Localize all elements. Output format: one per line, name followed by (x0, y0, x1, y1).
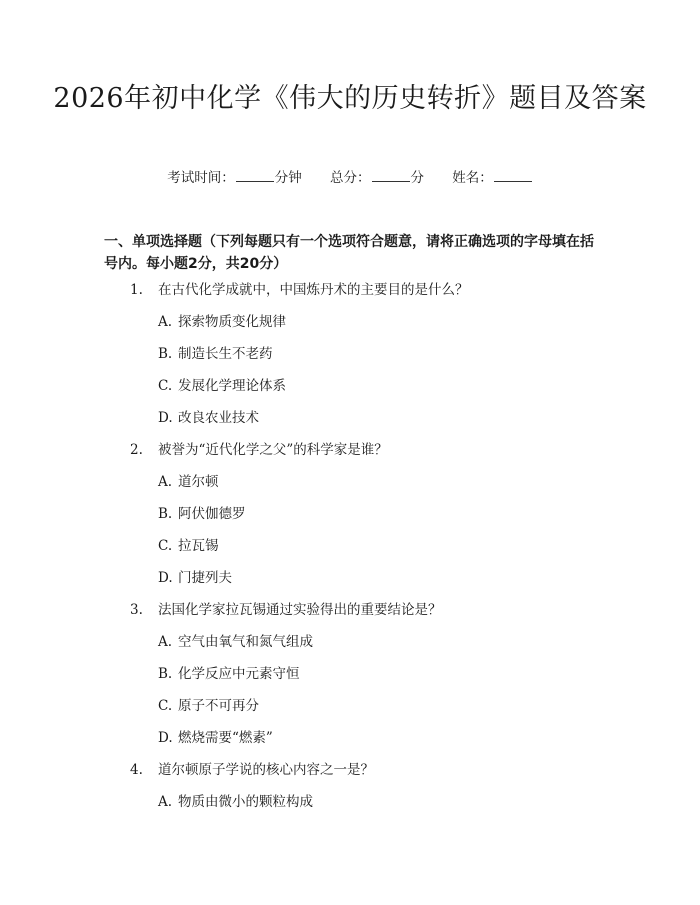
question-stem (0, 759, 700, 791)
option-d (0, 407, 700, 439)
option-letter: C. (158, 698, 173, 714)
option-text: 原子不可再分 (178, 698, 259, 714)
option-letter: C. (158, 538, 173, 554)
question-3 (0, 599, 700, 759)
question-number: 4. (130, 762, 143, 778)
option-text: 门捷列夫 (178, 570, 232, 586)
total-score-unit: 分 (410, 170, 424, 186)
name-field (452, 169, 533, 187)
question-text: 在古代化学成就中，中国炼丹术的主要目的是什么？ (158, 282, 469, 298)
option-text: 燃烧需要“燃素” (178, 730, 273, 746)
option-letter: A. (158, 634, 173, 650)
option-text: 探索物质变化规律 (178, 314, 286, 330)
option-d (0, 727, 700, 759)
question-number: 2. (130, 442, 143, 458)
option-text: 改良农业技术 (178, 410, 259, 426)
question-4 (0, 759, 700, 823)
option-text: 拉瓦锡 (178, 538, 219, 554)
option-text: 道尔顿 (178, 474, 219, 490)
option-a (0, 311, 700, 343)
section-heading: 一、单项选择题（下列每题只有一个选项符合题意，请将正确选项的字母填在括号内。每小题2分，共20分） (104, 234, 594, 272)
question-list (0, 279, 700, 823)
option-text: 空气由氧气和氮气组成 (178, 634, 313, 650)
question-text: 道尔顿原子学说的核心内容之一是？ (158, 762, 374, 778)
option-text: 化学反应中元素守恒 (178, 666, 300, 682)
option-b (0, 663, 700, 695)
question-2 (0, 439, 700, 599)
question-stem (0, 439, 700, 471)
question-number: 1. (130, 282, 143, 298)
question-1 (0, 279, 700, 439)
exam-time-blank (236, 169, 274, 182)
option-a (0, 791, 700, 823)
exam-time-label: 考试时间： (167, 170, 235, 186)
option-a (0, 471, 700, 503)
option-b (0, 503, 700, 535)
option-letter: A. (158, 474, 173, 490)
option-letter: A. (158, 314, 173, 330)
option-text: 制造长生不老药 (178, 346, 273, 362)
exam-info-line (0, 169, 700, 187)
option-text: 阿伏伽德罗 (178, 506, 246, 522)
option-c (0, 535, 700, 567)
option-letter: D. (158, 730, 173, 746)
question-number: 3. (130, 602, 143, 618)
option-letter: C. (158, 378, 173, 394)
option-d (0, 567, 700, 599)
name-blank (494, 169, 532, 182)
question-stem (0, 599, 700, 631)
option-text: 物质由微小的颗粒构成 (178, 794, 313, 810)
option-letter: A. (158, 794, 173, 810)
option-c (0, 375, 700, 407)
total-score-blank (372, 169, 410, 182)
name-label: 姓名： (452, 170, 493, 186)
option-letter: D. (158, 410, 173, 426)
option-text: 发展化学理论体系 (178, 378, 286, 394)
total-score-field (330, 169, 424, 187)
exam-time-unit: 分钟 (274, 170, 302, 186)
option-letter: B. (158, 666, 173, 682)
option-c (0, 695, 700, 727)
total-score-label: 总分： (330, 170, 371, 186)
option-letter: B. (158, 506, 173, 522)
option-a (0, 631, 700, 663)
option-letter: D. (158, 570, 173, 586)
question-text: 法国化学家拉瓦锡通过实验得出的重要结论是？ (158, 602, 442, 618)
question-text: 被誉为“近代化学之父”的科学家是谁？ (158, 442, 388, 458)
question-stem (0, 279, 700, 311)
option-b (0, 343, 700, 375)
exam-time-field (167, 169, 302, 187)
option-letter: B. (158, 346, 173, 362)
document-title: 2026年初中化学《伟大的历史转折》题目及答案 (53, 83, 647, 114)
